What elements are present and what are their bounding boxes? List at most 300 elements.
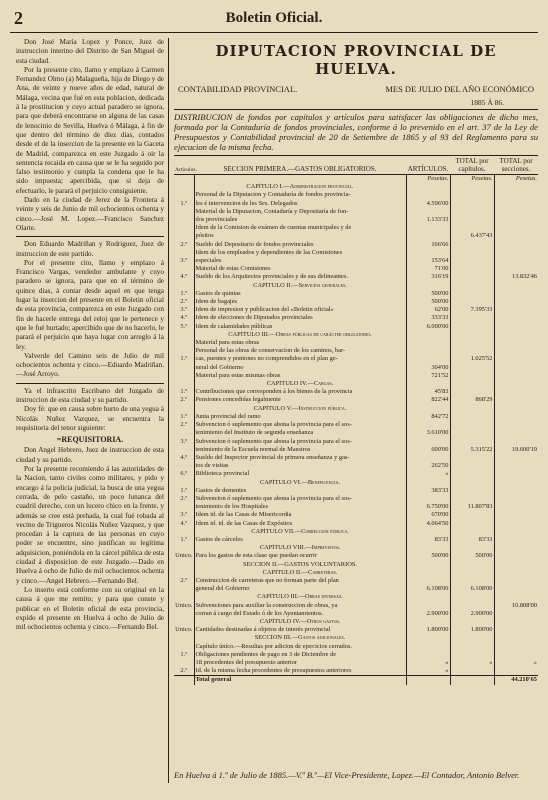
budget-table bbox=[174, 155, 538, 685]
left-column bbox=[16, 38, 164, 794]
articulos-cell bbox=[406, 183, 450, 191]
articulos-cell: 6.000'00 bbox=[406, 323, 450, 331]
edict-body: Lo inserto está conforme con su original en la causa á que me remito; y para que conste y publicar en el Boletin oficial de esta provincia, expido el presente en Huelva á ocho de Julio de mil ochocientos ochenta y cinco.—Fernando Bel. bbox=[16, 585, 164, 632]
total-cap-cell bbox=[450, 454, 494, 462]
total-cap-cell bbox=[450, 224, 494, 232]
table-row bbox=[174, 364, 538, 372]
total-sec-cell bbox=[494, 536, 538, 544]
table-row bbox=[174, 265, 538, 273]
articulos-cell: 316'19 bbox=[406, 273, 450, 281]
total-sec-cell bbox=[494, 585, 538, 593]
table-row bbox=[174, 208, 538, 216]
total-cap-cell bbox=[450, 462, 494, 470]
total-cap-cell bbox=[450, 380, 494, 388]
total-sec-cell bbox=[494, 405, 538, 413]
total-sec-cell bbox=[494, 421, 538, 429]
table-row bbox=[174, 200, 538, 208]
description-cell: Personal de la Diputacion y Contaduría de fondos provincia- bbox=[194, 191, 406, 199]
total-cap-cell bbox=[450, 602, 494, 610]
article-cell: 3.º bbox=[174, 306, 194, 314]
total-sec-cell bbox=[494, 561, 538, 569]
table-row bbox=[174, 536, 538, 544]
total-sec-cell bbox=[494, 339, 538, 347]
articulos-cell bbox=[406, 405, 450, 413]
col-articulos-num: Artículos. bbox=[174, 156, 194, 175]
articulos-cell: 1.133'33 bbox=[406, 216, 450, 224]
table-row bbox=[174, 667, 538, 676]
total-sec-cell bbox=[494, 569, 538, 577]
articulos-cell bbox=[406, 208, 450, 216]
total-sec-cell bbox=[494, 200, 538, 208]
description-cell: tenimiento del Instituto de segunda enseñanza bbox=[194, 429, 406, 437]
article-cell: 4.º bbox=[174, 520, 194, 528]
total-sec-cell bbox=[494, 544, 538, 552]
total-cap-cell bbox=[450, 241, 494, 249]
article-cell bbox=[174, 372, 194, 380]
description-cell: CAPÍTULO II.—Carreteras. bbox=[194, 569, 406, 577]
total-cap-cell: 83'33 bbox=[450, 536, 494, 544]
articulos-cell bbox=[406, 577, 450, 585]
units-label: Pesetas. bbox=[406, 175, 450, 184]
separator bbox=[16, 236, 164, 237]
articulos-cell: 153'64 bbox=[406, 257, 450, 265]
article-cell bbox=[174, 331, 194, 339]
description-cell: CAPÍTULO VII.—Corrеccion pública. bbox=[194, 528, 406, 536]
total-cap-cell bbox=[450, 593, 494, 601]
article-cell bbox=[174, 569, 194, 577]
articulos-cell: 3.610'00 bbox=[406, 429, 450, 437]
article-cell: 2.º bbox=[174, 241, 194, 249]
total-cap-cell bbox=[450, 511, 494, 519]
article-cell bbox=[174, 618, 194, 626]
total-cap-cell bbox=[450, 421, 494, 429]
total-cap-cell bbox=[450, 208, 494, 216]
description-cell: dos provinciales bbox=[194, 216, 406, 224]
total-cap-cell: 6.437'43 bbox=[450, 232, 494, 240]
diputacion-title: DIPUTACION PROVINCIAL DE HUELVA. bbox=[215, 42, 497, 78]
description-cell: Idem de impresion y publicacion del «Boletin oficial» bbox=[194, 306, 406, 314]
description-cell: Para los gastos de esta clase que puedan ocurrir bbox=[194, 552, 406, 560]
table-row bbox=[174, 520, 538, 528]
article-cell bbox=[174, 544, 194, 552]
article-cell bbox=[174, 429, 194, 437]
chapter-row bbox=[174, 380, 538, 388]
table-row bbox=[174, 298, 538, 306]
articulos-cell bbox=[406, 380, 450, 388]
total-sec-cell bbox=[494, 216, 538, 224]
budget-rows bbox=[174, 183, 538, 684]
articulos-cell: 500'00 bbox=[406, 298, 450, 306]
article-cell: 5.º bbox=[174, 323, 194, 331]
articulos-cell bbox=[406, 495, 450, 503]
description-cell: tenimiento de la Escuela normal de Maestros bbox=[194, 446, 406, 454]
article-cell: 1.º bbox=[174, 651, 194, 659]
total-sec-cell bbox=[494, 470, 538, 478]
table-row bbox=[174, 314, 538, 322]
distribution-text: DISTRIBUCION de fondos por capítulos y artículos para satisfacer las obligaciones de dicho mes, formada por la Contaduría de fondos provinciales, conforme á lo prevenido en el art. 37 de la Ley de Presupuestos y Contabilidad provincial de 20 de Setiembre de 1865 y al 93 del Reglamento para su ejecucion de la misma fecha. bbox=[174, 112, 538, 152]
articulos-cell bbox=[406, 454, 450, 462]
articulos-cell: » bbox=[406, 667, 450, 676]
articulos-cell: 600'00 bbox=[406, 446, 450, 454]
description-cell: CAPÍTULO VI.—Beneficencia. bbox=[194, 479, 406, 487]
article-cell: Unico. bbox=[175, 626, 193, 634]
total-cap-cell bbox=[450, 577, 494, 585]
table-row bbox=[174, 446, 538, 454]
col-total-cap: TOTAL por capítulos. bbox=[450, 156, 494, 175]
total-sec-cell bbox=[494, 249, 538, 257]
article-cell: 1.º bbox=[174, 413, 194, 421]
table-row bbox=[174, 495, 538, 503]
article-cell: 2.º bbox=[174, 396, 194, 404]
chapter-row bbox=[174, 405, 538, 413]
articulos-cell bbox=[406, 282, 450, 290]
articulos-cell bbox=[406, 339, 450, 347]
table-row bbox=[174, 454, 538, 462]
description-cell: Biblioteca provincial bbox=[194, 470, 406, 478]
table-row bbox=[174, 552, 538, 560]
description-cell: especiales bbox=[194, 257, 406, 265]
edict-signature: Dado en la ciudad de Jerez de la Frontera á veinte y seis de Junio de mil ochocientos ochenta y cinco.—José M. Lopez.—Francisco Sanchez Olarte. bbox=[16, 196, 164, 232]
description-cell: Idem de bagajes bbox=[194, 298, 406, 306]
table-row bbox=[174, 241, 538, 249]
articulos-cell: 62'00 bbox=[406, 306, 450, 314]
total-sec-cell bbox=[494, 626, 538, 634]
table-row bbox=[174, 249, 538, 257]
article-cell: 4.º bbox=[174, 314, 194, 322]
total-cap-cell bbox=[450, 298, 494, 306]
description-cell: les é intervencion de les Ses. Delegados bbox=[194, 200, 406, 208]
total-sec-cell bbox=[494, 552, 538, 560]
description-cell: Cantidades destinadas á objetos de interés provincial bbox=[194, 626, 406, 634]
total-cap-cell: 1.025'52 bbox=[450, 355, 494, 363]
article-cell: Unico. bbox=[175, 601, 193, 609]
description-cell: Idem id. id. de las Casas de Expósitos bbox=[194, 520, 406, 528]
article-cell bbox=[174, 216, 194, 224]
articulos-cell: 2.900'00 bbox=[406, 610, 450, 618]
articulos-cell: 304'00 bbox=[406, 364, 450, 372]
article-cell bbox=[174, 339, 194, 347]
total-sec-cell bbox=[494, 183, 538, 191]
articulos-cell bbox=[406, 561, 450, 569]
description-cell: general del Gobierno bbox=[194, 585, 406, 593]
total-cap-cell bbox=[450, 191, 494, 199]
article-cell bbox=[174, 676, 194, 685]
table-units-row bbox=[174, 175, 538, 184]
table-row bbox=[174, 355, 538, 363]
article-cell: 2.º bbox=[174, 495, 194, 503]
article-cell bbox=[174, 364, 194, 372]
table-row bbox=[174, 396, 538, 404]
description-cell: CAPÍTULO IV.—Otros gastos. bbox=[194, 618, 406, 626]
edict-heading: Don José María Lopez y Ponce, Juez de instruccion interino del Distrito de San Miguel de esta ciudad. bbox=[16, 38, 164, 65]
total-cap-cell: 11.807'83 bbox=[450, 503, 494, 511]
total-cap-cell bbox=[450, 676, 494, 685]
fiscal-year: 1885 Á 86. bbox=[470, 98, 504, 107]
articulos-cell bbox=[406, 232, 450, 240]
article-cell bbox=[174, 643, 194, 651]
total-sec-cell bbox=[494, 651, 538, 659]
articulos-cell: 6.108'00 bbox=[406, 585, 450, 593]
page-number: 2 bbox=[14, 8, 23, 28]
description-cell: Idem de elecciones de Diputados provinciales bbox=[194, 314, 406, 322]
table-row bbox=[174, 470, 538, 478]
description-cell: Material para estas obras bbox=[194, 339, 406, 347]
table-row bbox=[174, 339, 538, 347]
description-cell: Material para estas mismas obras bbox=[194, 372, 406, 380]
table-row bbox=[174, 487, 538, 495]
article-cell bbox=[174, 249, 194, 257]
article-cell bbox=[174, 561, 194, 569]
table-row bbox=[174, 273, 538, 281]
total-cap-cell bbox=[450, 364, 494, 372]
table-row bbox=[174, 388, 538, 396]
article-cell bbox=[174, 224, 194, 232]
total-sec-cell bbox=[494, 314, 538, 322]
articulos-cell: 83'33 bbox=[406, 536, 450, 544]
description-cell: Obligaciones pendientes de pago en 3 de Diciembre de bbox=[194, 651, 406, 659]
month-label: MES DE JULIO DEL AÑO ECONÓMICO bbox=[385, 84, 534, 94]
articulos-cell: 383'33 bbox=[406, 487, 450, 495]
total-cap-cell bbox=[450, 314, 494, 322]
table-row bbox=[174, 347, 538, 355]
total-sec-cell: » bbox=[533, 658, 537, 666]
table-row bbox=[174, 651, 538, 659]
subheader-row bbox=[174, 80, 538, 96]
table-row bbox=[174, 232, 538, 240]
total-sec-cell bbox=[494, 577, 538, 585]
total-sec-cell bbox=[494, 290, 538, 298]
description-cell: CAPÍTULO III.—Obras públicas de carácter obligatorio. bbox=[194, 331, 406, 339]
requisitoria-heading: =REQUISITORIA. bbox=[56, 435, 124, 445]
total-cap-cell bbox=[450, 282, 494, 290]
total-cap-cell bbox=[450, 273, 494, 281]
page-header bbox=[10, 6, 538, 33]
total-sec-cell bbox=[494, 306, 538, 314]
total-sec-cell: 10.808'00 bbox=[511, 601, 537, 609]
article-cell: 1.º bbox=[174, 388, 194, 396]
total-sec-cell bbox=[494, 298, 538, 306]
total-sec-cell bbox=[494, 331, 538, 339]
articulos-cell: 822'44 bbox=[406, 396, 450, 404]
total-cap-cell bbox=[450, 528, 494, 536]
article-cell: 1.º bbox=[174, 487, 194, 495]
table-row bbox=[174, 306, 538, 314]
article-cell bbox=[174, 405, 194, 413]
description-cell: Gastos de quintas bbox=[194, 290, 406, 298]
article-cell: Unico. bbox=[175, 552, 193, 560]
total-cap-cell bbox=[450, 405, 494, 413]
chapter-row bbox=[174, 618, 538, 626]
total-cap-cell bbox=[450, 339, 494, 347]
total-cap-cell bbox=[450, 470, 494, 478]
table-row bbox=[174, 323, 538, 331]
total-cap-cell bbox=[450, 487, 494, 495]
description-cell: Subvenciones para auxiliar la construccion de obras, ya bbox=[194, 602, 406, 610]
total-sec-cell bbox=[494, 454, 538, 462]
edict-body: Doy fé: que en causa sobre hurto de una yegua á Nicolás Nuñez Vazquez, se encuentra la requisitoria del tenor siguiente: bbox=[16, 405, 164, 432]
total-cap-cell: 500'00 bbox=[450, 552, 494, 560]
chapter-row bbox=[174, 331, 538, 339]
description-cell: CAPÍTULO II.—Servicios generales. bbox=[194, 282, 406, 290]
table-row bbox=[174, 224, 538, 232]
total-sec-cell bbox=[494, 429, 538, 437]
description-cell: Idem de calamidades públicas bbox=[194, 323, 406, 331]
table-row bbox=[174, 585, 538, 593]
total-cap-cell bbox=[450, 479, 494, 487]
articulos-cell: 333'33 bbox=[406, 314, 450, 322]
total-cap-cell bbox=[450, 323, 494, 331]
chapter-row bbox=[174, 634, 538, 642]
article-cell bbox=[174, 282, 194, 290]
article-cell bbox=[174, 380, 194, 388]
description-cell: neral del Gobierno bbox=[194, 364, 406, 372]
description-cell: Gastos de cárceles bbox=[194, 536, 406, 544]
table-row bbox=[174, 577, 538, 585]
articulos-cell bbox=[406, 593, 450, 601]
article-cell bbox=[174, 585, 194, 593]
articulos-cell: 500'00 bbox=[406, 552, 450, 560]
total-cap-cell bbox=[450, 413, 494, 421]
total-sec-cell: 19.600'19 bbox=[511, 445, 537, 453]
table-row bbox=[174, 191, 538, 199]
total-sec-cell bbox=[494, 372, 538, 380]
articulos-cell bbox=[406, 618, 450, 626]
description-cell: Construccion de carreteras que no forman parte del plan bbox=[194, 577, 406, 585]
articulos-cell bbox=[406, 528, 450, 536]
table-row bbox=[174, 643, 538, 651]
description-cell: SECCION III.—Gastos adicionales. bbox=[194, 634, 406, 642]
total-cap-cell bbox=[450, 438, 494, 446]
description-cell: Material de la Diputacion, Contaduría y Depositaría de fon- bbox=[194, 208, 406, 216]
articulos-cell: 670'00 bbox=[406, 511, 450, 519]
table-row bbox=[174, 626, 538, 634]
edict-heading: Don Eduardo Madriñan y Rodriguez, Juez de instruccion de este partido. bbox=[16, 240, 164, 258]
table-row bbox=[174, 216, 538, 224]
articulos-cell bbox=[406, 438, 450, 446]
chapter-row bbox=[174, 183, 538, 191]
articulos-cell: 842'72 bbox=[406, 413, 450, 421]
total-sec-cell bbox=[494, 528, 538, 536]
total-sec-cell bbox=[494, 388, 538, 396]
description-cell: Id. de la misma fecha procedentes de presupuestos anteriores bbox=[194, 667, 406, 676]
table-row bbox=[174, 438, 538, 446]
total-cap-cell bbox=[450, 257, 494, 265]
col-articulos: ARTÍCULOS. bbox=[406, 156, 450, 175]
right-column bbox=[174, 40, 538, 790]
table-row bbox=[174, 372, 538, 380]
article-cell bbox=[174, 191, 194, 199]
edict-body: Por la presente cito, llamo y emplazo á Carmen Fernandez Olmo (a) Malagueña, hija de Diego y de Ana, de veinte y nueve años de edad, natural de Málaga, vecina que fué en esta poblacion, dedicada á la prostitucion y cuyo actual paradero se ignora, para que deberá encontrarse en alguna de las casas de lenocinio de Sevilla, Huelva ó Málaga, á fin de que dentro del término de diez dias, contados desde el de la insercion de la presente en la Gaceta de Madrid, comparezca en este Juzgado á oir la sentencia recaida en causa que se le ha seguido por falso testimonio y cumpla la condena que le ha sido impuesta; apercibida, que si deja de efectuarlo, le parará el perjuicio consiguiente. bbox=[16, 65, 164, 195]
article-cell: 3.º bbox=[174, 257, 194, 265]
description-cell: Total general bbox=[194, 676, 406, 685]
articulos-cell bbox=[406, 643, 450, 651]
articulos-cell bbox=[406, 347, 450, 355]
edict-heading: Don Angel Hebrero, Juez de instruccion de esta ciudad y su partido. bbox=[16, 446, 164, 464]
total-cap-cell bbox=[450, 200, 494, 208]
articulos-cell bbox=[406, 191, 450, 199]
description-cell: Idem id. de las Casas de Misericordia bbox=[194, 511, 406, 519]
description-cell: CAPÍTULO III.—Obras diversas. bbox=[194, 593, 406, 601]
total-cap-cell bbox=[450, 429, 494, 437]
articulos-cell bbox=[406, 421, 450, 429]
total-cap-cell bbox=[450, 618, 494, 626]
edict-signature: Valverde del Camino seis de Julio de mil ochocientos ochenta y cinco.—Eduardo Madriñan.—José Arroyo. bbox=[16, 351, 164, 379]
footer-signature: En Huelva á 1.º de Julio de 1885.—V.º B.º—El Vice-Presidente, Lopez.—El Contador, Antonio Belver. bbox=[174, 770, 520, 780]
description-cell: tos de visitas bbox=[194, 462, 406, 470]
description-cell: CAPÍTULO V.—Instruccion pública. bbox=[194, 405, 406, 413]
total-cap-cell: 6.108'00 bbox=[450, 585, 494, 593]
article-cell bbox=[174, 462, 194, 470]
articulos-cell bbox=[406, 331, 450, 339]
total-sec-cell bbox=[494, 438, 538, 446]
articulos-cell bbox=[406, 569, 450, 577]
table-row bbox=[174, 659, 538, 667]
table-row bbox=[174, 610, 538, 618]
rule bbox=[174, 109, 538, 110]
chapter-row bbox=[174, 528, 538, 536]
total-sec-cell bbox=[494, 224, 538, 232]
article-cell: 2.º bbox=[174, 298, 194, 306]
article-cell: 3.º bbox=[174, 438, 194, 446]
description-cell: Personal de las obras de conservacion de los caminos, bar- bbox=[194, 347, 406, 355]
total-sec-cell bbox=[494, 257, 538, 265]
table-row bbox=[174, 602, 538, 610]
description-cell: Sueldo de los Arquitectos provinciales y de sus delineantes. bbox=[194, 273, 406, 281]
articulos-cell bbox=[406, 224, 450, 232]
description-cell: corran á cargo del Estado ó de los Ayuntamientos. bbox=[194, 610, 406, 618]
total-sec-cell bbox=[494, 364, 538, 372]
description-cell: 18 procedentes del presupuesto anterior bbox=[194, 659, 406, 667]
total-sec-cell bbox=[494, 487, 538, 495]
total-sec-cell bbox=[494, 503, 538, 511]
chapter-row bbox=[174, 569, 538, 577]
total-cap-cell bbox=[450, 634, 494, 642]
article-cell bbox=[174, 528, 194, 536]
total-cap-cell bbox=[450, 651, 494, 659]
articulos-cell bbox=[406, 544, 450, 552]
total-cap-cell: 2.900'00 bbox=[450, 610, 494, 618]
articulos-cell bbox=[406, 249, 450, 257]
description-cell: Pensiones concedidas legalmente bbox=[194, 396, 406, 404]
description-cell: Contribuciones que corresponden á los bienes de la provincia bbox=[194, 388, 406, 396]
total-cap-cell bbox=[450, 265, 494, 273]
total-cap-cell bbox=[450, 569, 494, 577]
total-cap-cell bbox=[450, 290, 494, 298]
total-sec-cell bbox=[494, 667, 538, 676]
article-cell bbox=[174, 479, 194, 487]
article-cell: 1.º bbox=[174, 200, 194, 208]
articulos-cell: 166'66 bbox=[406, 241, 450, 249]
chapter-row bbox=[174, 561, 538, 569]
article-cell: 4.º bbox=[174, 273, 194, 281]
description-cell: CAPÍTULO I.—Administracion provincial. bbox=[194, 183, 406, 191]
total-cap-cell bbox=[450, 216, 494, 224]
total-cap-cell: » bbox=[450, 659, 494, 667]
article-cell bbox=[174, 503, 194, 511]
edict-heading: Ya el infrascrito Escribano del Juzgado de instruccion de esta ciudad y su partido. bbox=[16, 386, 164, 404]
description-cell: SECCION II.—GASTOS VOLUNTARIOS. bbox=[194, 561, 406, 569]
total-sec-cell bbox=[494, 208, 538, 216]
total-sec-cell: 44.210'65 bbox=[494, 676, 538, 685]
total-sec-cell bbox=[494, 282, 538, 290]
articulos-cell: 1.800'00 bbox=[406, 626, 450, 634]
table-header-row bbox=[174, 156, 538, 175]
total-sec-cell bbox=[494, 495, 538, 503]
total-sec-cell bbox=[494, 520, 538, 528]
article-cell bbox=[174, 232, 194, 240]
units-label: Pesetas. bbox=[515, 175, 537, 182]
articulos-cell bbox=[406, 651, 450, 659]
